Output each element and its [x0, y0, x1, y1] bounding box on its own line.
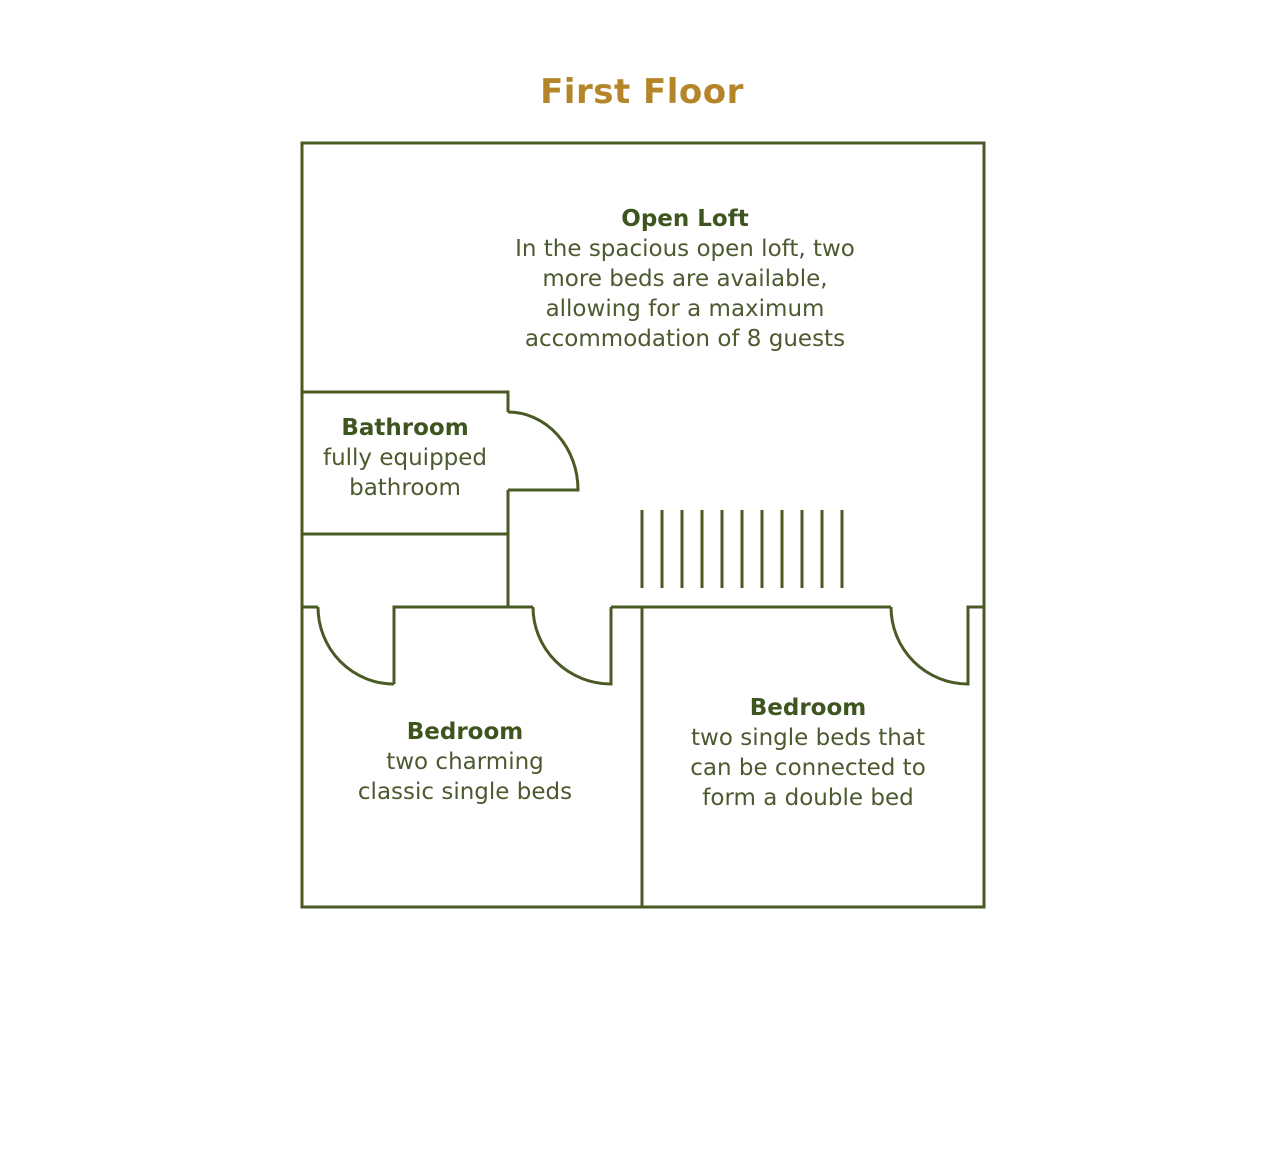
open-loft-label: [485, 204, 885, 354]
room-name: Bathroom: [341, 415, 469, 441]
room-description-line: can be connected to: [690, 755, 926, 781]
room-description-line: more beds are available,: [542, 266, 828, 292]
room-description-line: bathroom: [349, 475, 461, 501]
bathroom-door: [508, 412, 578, 490]
room-description-line: accommodation of 8 guests: [524, 326, 846, 352]
bathroom-top-wall: [302, 392, 508, 412]
room-description-line: allowing for a maximum: [545, 296, 825, 322]
room-name: Bedroom: [406, 719, 524, 745]
staircase: [642, 510, 842, 588]
left-bedroom-door-1: [318, 607, 394, 684]
bathroom-label: [305, 413, 505, 503]
right-bedroom-door: [891, 607, 984, 684]
room-name: Open Loft: [621, 206, 749, 232]
room-description-line: form a double bed: [702, 785, 914, 811]
room-description-line: two charming: [386, 749, 544, 775]
left-bedroom-label: [335, 717, 595, 807]
left-bedroom-door-2: [533, 607, 611, 684]
room-name: Bedroom: [749, 695, 867, 721]
room-description-line: two single beds that: [691, 725, 925, 751]
room-description-line: fully equipped: [322, 445, 488, 471]
room-description-line: In the spacious open loft, two: [515, 236, 855, 262]
floor-title: First Floor: [540, 72, 744, 112]
left-bedroom-door-jamb: [394, 607, 533, 684]
right-bedroom-label: [658, 693, 958, 813]
room-description-line: classic single beds: [357, 779, 573, 805]
